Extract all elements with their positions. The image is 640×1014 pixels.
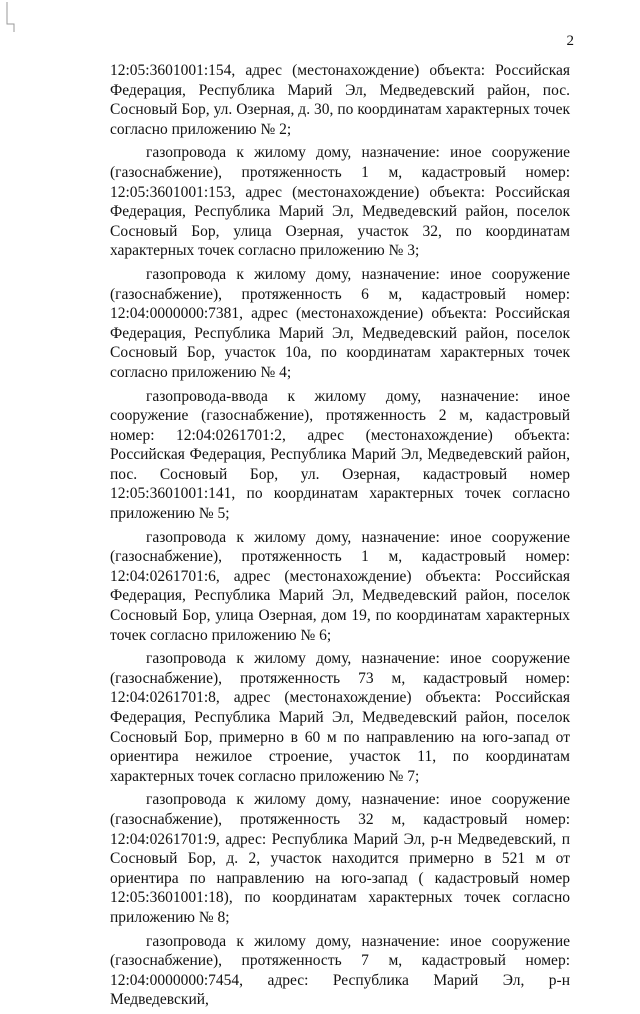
paragraph-item-8: газопровода к жилому дому, назначение: иное сооружение (газоснабжение), протяженность 32 м, кадастровый номер: 12:04:0261701:9, адрес: Республика Марий Эл, р-н Медведевский, п Сосновый Бор, д. 2, участок находится примерно в 521 м от ориентира по направлению на юго-запад ( кадастровый номер 12:05:3601001:18), по координатам характерных точек согласно приложению № 8; [110, 791, 570, 926]
paragraph-item-7: газопровода к жилому дому, назначение: иное сооружение (газоснабжение), протяженность 73 м, кадастровый номер: 12:04:0261701:8, адрес (местонахождение) объекта: Российская Федерация, Республика Марий Эл, Медведевский район, поселок Сосновый Бор, примерно в 60 м по направлению на юго-запад от ориентира нежилое строение, участок 11, по координатам характерных точек согласно приложению № 7; [110, 650, 570, 785]
paragraph-item-9: газопровода к жилому дому, назначение: иное сооружение (газоснабжение), протяженность 7 м, кадастровый номер: 12:04:0000000:7454, адрес: Республика Марий Эл, р-н Медведевский, [110, 932, 570, 1009]
scan-edge-mark [4, 2, 18, 32]
document-body [110, 61, 570, 1014]
paragraph-item-3: газопровода к жилому дому, назначение: иное сооружение (газоснабжение), протяженность 1 м, кадастровый номер: 12:05:3601001:153, адрес (местонахождение) объекта: Российская Федерация, Республика Марий Эл, Медведевский район, поселок Сосновый Бор, улица Озерная, участок 32, по координатам характерных точек согласно приложению № 3; [110, 144, 570, 260]
paragraph-item-6: газопровода к жилому дому, назначение: иное сооружение (газоснабжение), протяженность 1 м, кадастровый номер: 12:04:0261701:6, адрес (местонахождение) объекта: Российская Федерация, Республика Марий Эл, Медведевский район, поселок Сосновый Бор, улица Озерная, дом 19, по координатам характерных точек согласно приложению № 6; [110, 528, 570, 644]
page-number: 2 [566, 33, 574, 49]
paragraph-item-4: газопровода к жилому дому, назначение: иное сооружение (газоснабжение), протяженность 6 м, кадастровый номер: 12:04:0000000:7381, адрес (местонахождение) объекта: Российская Федерация, Республика Марий Эл, Медведевский район, поселок Сосновый Бор, участок 10а, по координатам характерных точек согласно приложению № 4; [110, 265, 570, 381]
paragraph-item-5: газопровода-ввода к жилому дому, назначение: иное сооружение (газоснабжение), протяженность 2 м, кадастровый номер: 12:04:0261701:2, адрес (местонахождение) объекта: Российская Федерация, Республика Марий Эл, Медведевский район, пос. Сосновый Бор, ул. Озерная, кадастровый номер 12:05:3601001:141, по координатам характерных точек согласно приложению № 5; [110, 387, 570, 523]
paragraph-continuation: 12:05:3601001:154, адрес (местонахождение) объекта: Российская Федерация, Республика Марий Эл, Медведевский район, пос. Сосновый Бор, ул. Озерная, д. 30, по координатам характерных точек согласно приложению № 2; [110, 62, 570, 138]
